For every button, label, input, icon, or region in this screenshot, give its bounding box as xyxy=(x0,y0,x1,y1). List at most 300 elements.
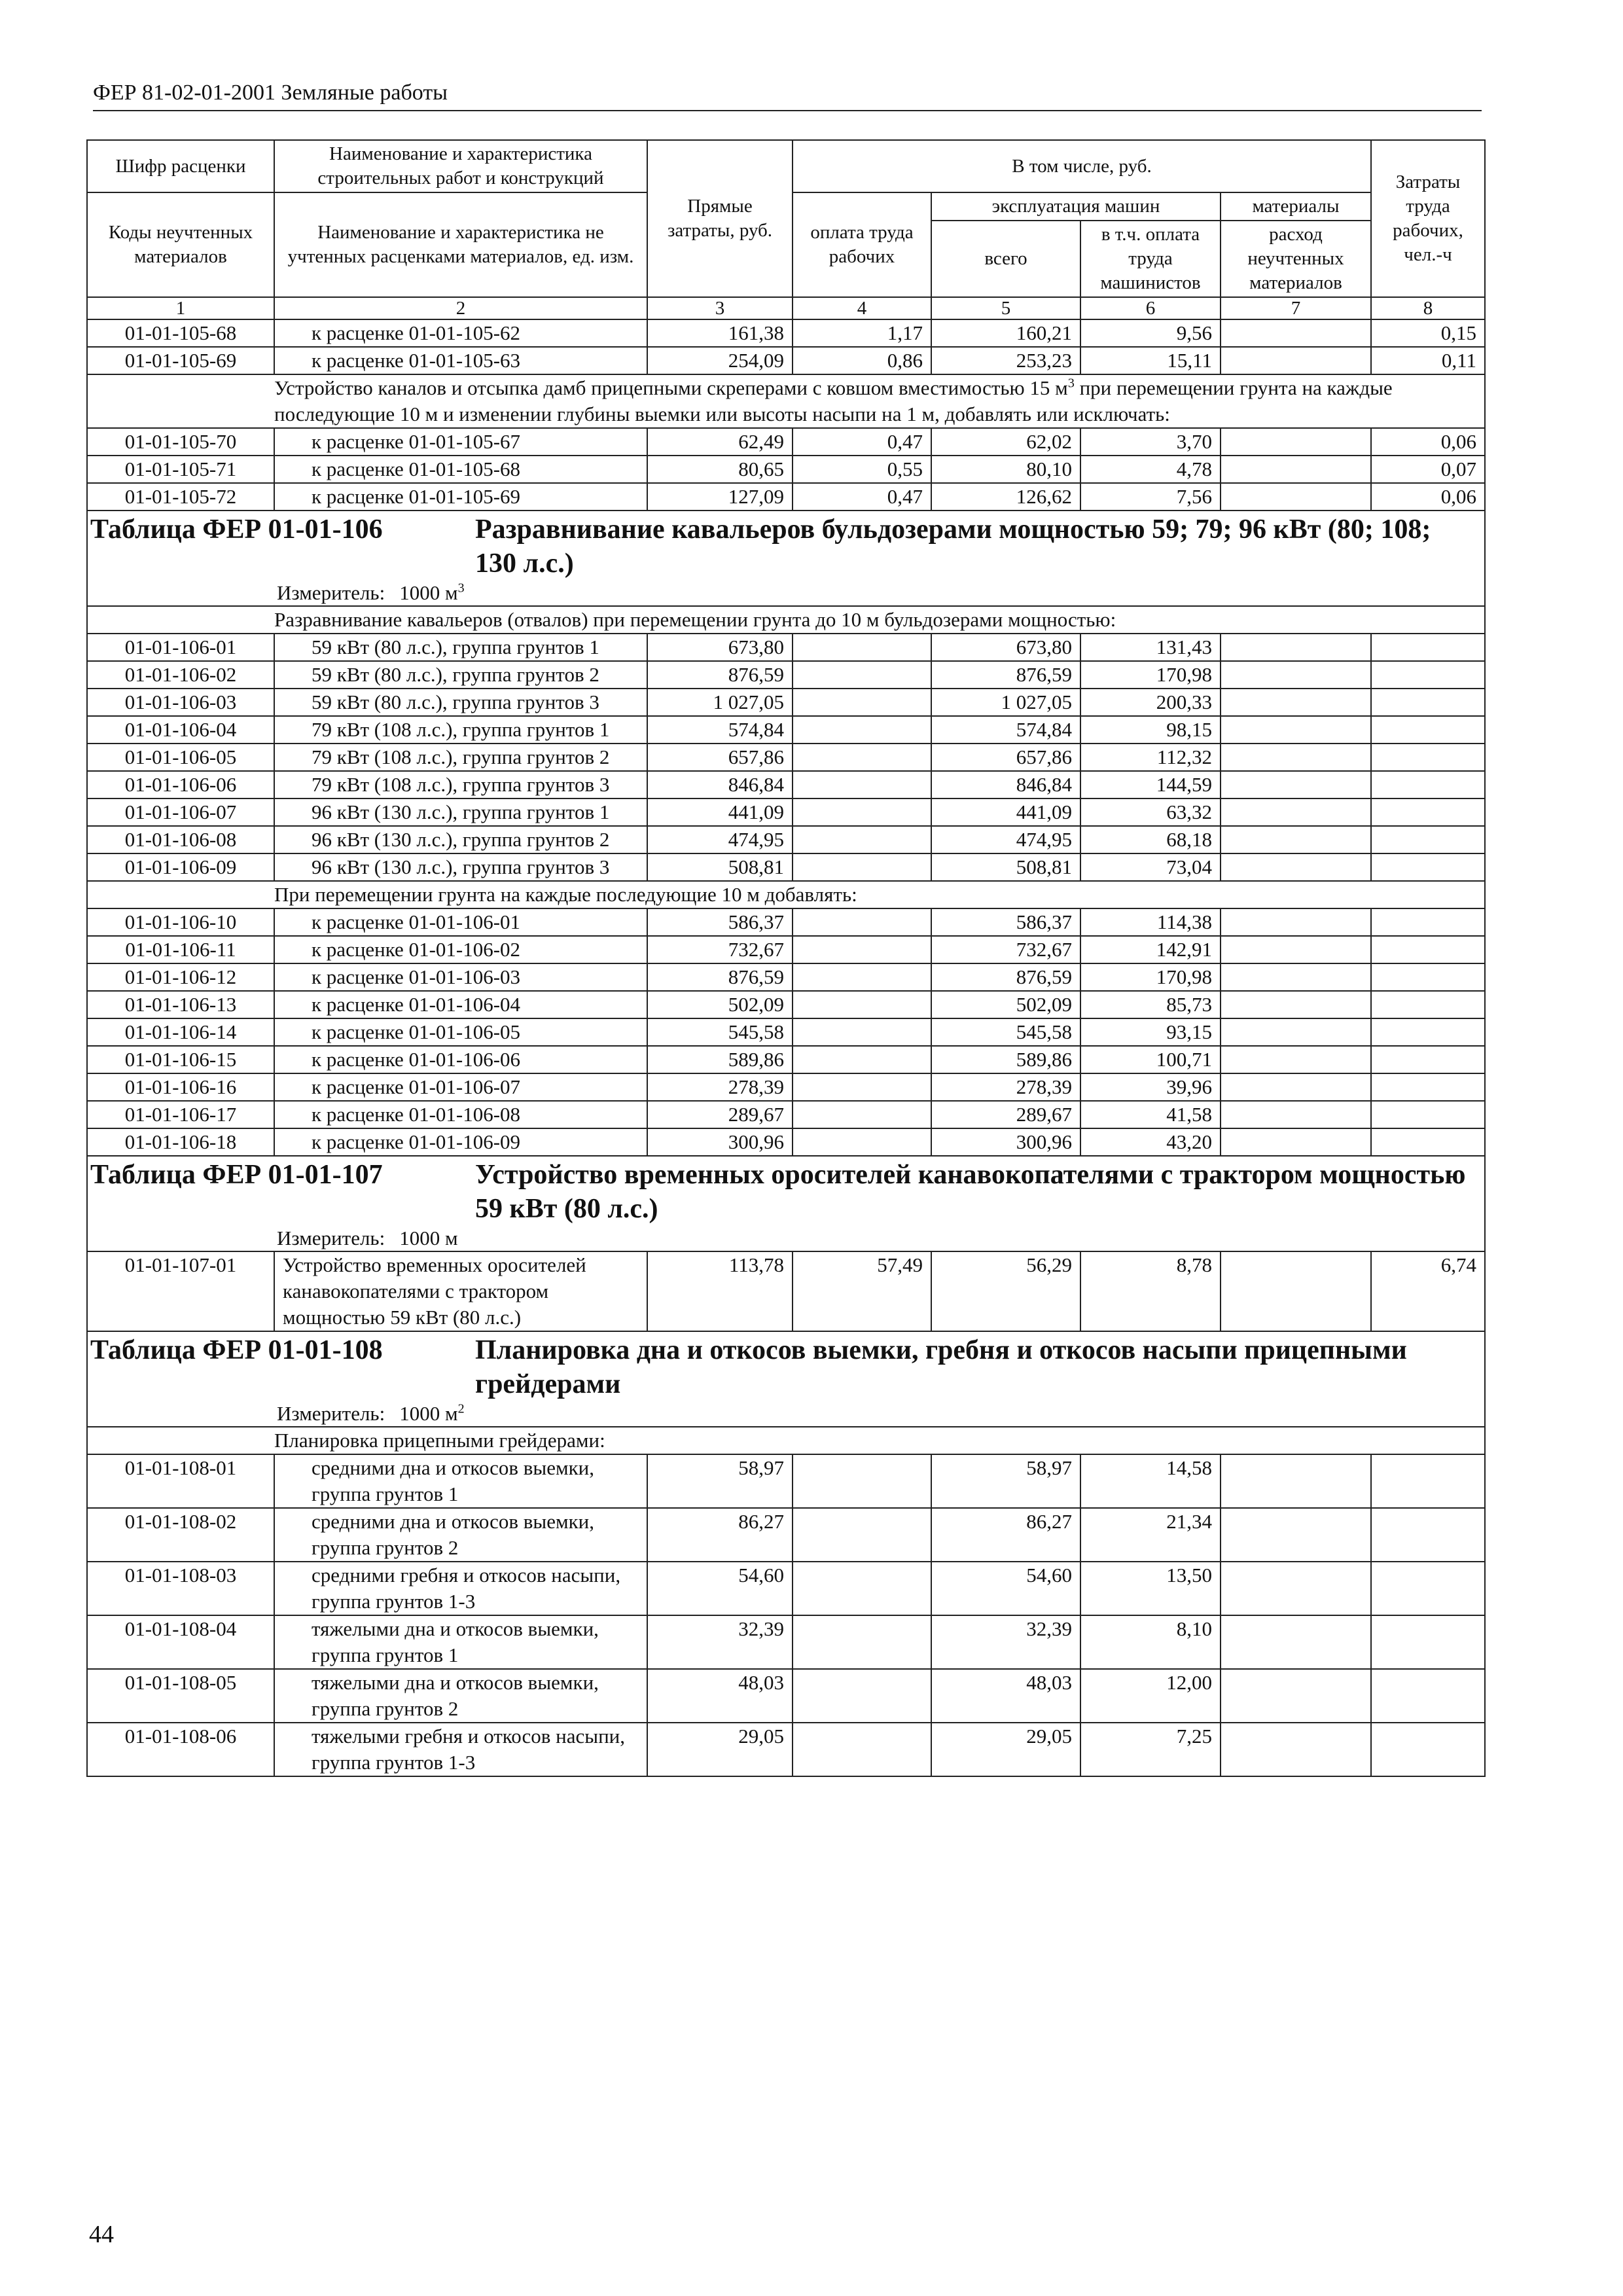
row-direct-cost: 161,38 xyxy=(647,319,793,347)
measure-value-text: 1000 м xyxy=(399,1227,458,1249)
row-machines-wage: 100,71 xyxy=(1080,1046,1221,1073)
row-description: к расценке 01-01-106-05 xyxy=(274,1018,647,1046)
measure-label: Измеритель: xyxy=(277,1402,385,1425)
row-code: 01-01-106-17 xyxy=(87,1101,274,1128)
row-labor xyxy=(1371,744,1485,771)
row-description: 79 кВт (108 л.с.), группа грунтов 3 xyxy=(274,771,647,798)
row-description: к расценке 01-01-106-02 xyxy=(274,936,647,963)
row-materials xyxy=(1221,744,1371,771)
column-number: 7 xyxy=(1221,297,1371,319)
row-wage xyxy=(793,1562,931,1615)
row-materials xyxy=(1221,1669,1371,1723)
row-direct-cost: 80,65 xyxy=(647,456,793,483)
row-materials xyxy=(1221,1128,1371,1156)
row-wage xyxy=(793,1101,931,1128)
column-number: 4 xyxy=(793,297,931,319)
column-number: 8 xyxy=(1371,297,1485,319)
col-code-subheader: Коды неучтенных материалов xyxy=(87,192,274,297)
row-description: к расценке 01-01-106-04 xyxy=(274,991,647,1018)
row-description: 59 кВт (80 л.с.), группа грунтов 1 xyxy=(274,634,647,661)
row-wage xyxy=(793,1669,931,1723)
table-label: Таблица ФЕР 01-01-106 xyxy=(90,514,383,545)
row-code: 01-01-107-01 xyxy=(87,1251,274,1331)
row-machines-total: 29,05 xyxy=(931,1723,1080,1776)
table-title: Устройство временных оросителей канавокопателями с трактором мощностью 59 кВт (80 л.с.) xyxy=(475,1160,1466,1224)
row-wage: 57,49 xyxy=(793,1251,931,1331)
row-code: 01-01-106-10 xyxy=(87,908,274,936)
table-row xyxy=(87,1508,1485,1562)
table-row xyxy=(87,456,1485,483)
row-direct-cost: 441,09 xyxy=(647,798,793,826)
row-machines-total: 32,39 xyxy=(931,1615,1080,1669)
row-machines-wage: 200,33 xyxy=(1080,689,1221,716)
row-machines-total: 474,95 xyxy=(931,826,1080,853)
section-text xyxy=(87,881,1485,908)
col-direct-header: Прямые затраты, руб. xyxy=(647,140,793,297)
table-row xyxy=(87,771,1485,798)
row-materials xyxy=(1221,456,1371,483)
row-wage xyxy=(793,771,931,798)
row-wage xyxy=(793,634,931,661)
col-name-subheader: Наименование и характеристика не учтенных расценками материалов, ед. изм. xyxy=(274,192,647,297)
row-code: 01-01-108-05 xyxy=(87,1669,274,1723)
col-materials-sub-header: расход неучтенных материалов xyxy=(1221,221,1371,297)
row-wage xyxy=(793,991,931,1018)
row-wage: 0,55 xyxy=(793,456,931,483)
row-code: 01-01-106-07 xyxy=(87,798,274,826)
col-name-header: Наименование и характеристика строительных работ и конструкций xyxy=(274,140,647,192)
row-labor xyxy=(1371,936,1485,963)
row-labor xyxy=(1371,908,1485,936)
row-direct-cost: 574,84 xyxy=(647,716,793,744)
row-code: 01-01-106-05 xyxy=(87,744,274,771)
row-wage xyxy=(793,716,931,744)
running-header: ФЕР 81-02-01-2001 Земляные работы xyxy=(93,77,1482,111)
row-description: к расценке 01-01-105-63 xyxy=(274,347,647,374)
table-row xyxy=(87,1669,1485,1723)
row-code: 01-01-106-01 xyxy=(87,634,274,661)
row-labor xyxy=(1371,716,1485,744)
row-wage xyxy=(793,1128,931,1156)
row-materials xyxy=(1221,661,1371,689)
row-labor xyxy=(1371,1046,1485,1073)
section-row xyxy=(87,374,1485,428)
row-code: 01-01-105-69 xyxy=(87,347,274,374)
col-machines-total-header: всего xyxy=(931,221,1080,297)
column-number: 2 xyxy=(274,297,647,319)
row-machines-total: 278,39 xyxy=(931,1073,1080,1101)
row-machines-total: 62,02 xyxy=(931,428,1080,456)
column-number: 3 xyxy=(647,297,793,319)
price-table xyxy=(86,139,1486,1777)
row-labor xyxy=(1371,798,1485,826)
row-labor xyxy=(1371,1562,1485,1615)
row-wage xyxy=(793,963,931,991)
page-number: 44 xyxy=(89,2221,114,2248)
row-machines-total: 508,81 xyxy=(931,853,1080,881)
row-machines-total: 126,62 xyxy=(931,483,1080,511)
measure-label: Измеритель: xyxy=(277,1227,385,1249)
header-row xyxy=(87,140,1485,192)
column-number: 1 xyxy=(87,297,274,319)
col-materials-header: материалы xyxy=(1221,192,1371,221)
row-machines-wage: 43,20 xyxy=(1080,1128,1221,1156)
row-machines-wage: 144,59 xyxy=(1080,771,1221,798)
row-wage xyxy=(793,826,931,853)
row-wage xyxy=(793,744,931,771)
row-labor xyxy=(1371,826,1485,853)
row-materials xyxy=(1221,1615,1371,1669)
measure-unit xyxy=(90,581,1476,605)
row-labor xyxy=(1371,963,1485,991)
section-text-a: При перемещении грунта на каждые последующие 10 м добавлять: xyxy=(274,883,857,906)
row-description: средними дна и откосов выемки, группа грунтов 1 xyxy=(274,1454,647,1508)
row-wage xyxy=(793,689,931,716)
row-code: 01-01-108-02 xyxy=(87,1508,274,1562)
row-labor xyxy=(1371,1615,1485,1669)
row-wage xyxy=(793,1723,931,1776)
row-machines-wage: 98,15 xyxy=(1080,716,1221,744)
row-labor: 0,06 xyxy=(1371,428,1485,456)
section-superscript: 3 xyxy=(1067,376,1075,391)
row-materials xyxy=(1221,853,1371,881)
row-direct-cost: 113,78 xyxy=(647,1251,793,1331)
row-description: к расценке 01-01-105-67 xyxy=(274,428,647,456)
row-machines-wage: 142,91 xyxy=(1080,936,1221,963)
row-wage: 0,86 xyxy=(793,347,931,374)
row-description: средними гребня и откосов насыпи, группа грунтов 1-3 xyxy=(274,1562,647,1615)
row-description: к расценке 01-01-106-06 xyxy=(274,1046,647,1073)
row-machines-total: 289,67 xyxy=(931,1101,1080,1128)
row-direct-cost: 127,09 xyxy=(647,483,793,511)
row-wage xyxy=(793,1508,931,1562)
row-machines-wage: 170,98 xyxy=(1080,963,1221,991)
row-machines-wage: 93,15 xyxy=(1080,1018,1221,1046)
row-wage xyxy=(793,1046,931,1073)
row-direct-cost: 54,60 xyxy=(647,1562,793,1615)
col-wage-header: оплата труда рабочих xyxy=(793,192,931,297)
section-row xyxy=(87,1427,1485,1454)
row-wage xyxy=(793,1615,931,1669)
row-description: к расценке 01-01-105-62 xyxy=(274,319,647,347)
table-heading-row xyxy=(87,1331,1485,1427)
row-machines-wage: 21,34 xyxy=(1080,1508,1221,1562)
row-wage: 0,47 xyxy=(793,483,931,511)
row-machines-wage: 41,58 xyxy=(1080,1101,1221,1128)
row-description: к расценке 01-01-105-69 xyxy=(274,483,647,511)
row-code: 01-01-108-01 xyxy=(87,1454,274,1508)
row-machines-wage: 114,38 xyxy=(1080,908,1221,936)
row-wage xyxy=(793,798,931,826)
row-code: 01-01-105-72 xyxy=(87,483,274,511)
table-heading-row xyxy=(87,1156,1485,1251)
table-row xyxy=(87,963,1485,991)
table-label: Таблица ФЕР 01-01-107 xyxy=(90,1160,383,1190)
row-materials xyxy=(1221,689,1371,716)
row-labor xyxy=(1371,771,1485,798)
measure-value-text: 1000 м xyxy=(399,581,458,604)
row-direct-cost: 58,97 xyxy=(647,1454,793,1508)
row-labor xyxy=(1371,1454,1485,1508)
column-number: 5 xyxy=(931,297,1080,319)
row-machines-wage: 15,11 xyxy=(1080,347,1221,374)
row-materials xyxy=(1221,798,1371,826)
section-text xyxy=(87,1427,1485,1454)
row-description: 79 кВт (108 л.с.), группа грунтов 2 xyxy=(274,744,647,771)
row-description: тяжелыми дна и откосов выемки, группа грунтов 1 xyxy=(274,1615,647,1669)
table-row xyxy=(87,716,1485,744)
table-row xyxy=(87,826,1485,853)
row-direct-cost: 545,58 xyxy=(647,1018,793,1046)
row-materials xyxy=(1221,1101,1371,1128)
row-wage xyxy=(793,1454,931,1508)
row-code: 01-01-106-08 xyxy=(87,826,274,853)
measure-value xyxy=(399,1227,457,1249)
row-wage: 0,47 xyxy=(793,428,931,456)
row-wage xyxy=(793,853,931,881)
row-labor xyxy=(1371,1723,1485,1776)
table-row xyxy=(87,1723,1485,1776)
row-machines-wage: 85,73 xyxy=(1080,991,1221,1018)
row-description: средними дна и откосов выемки, группа грунтов 2 xyxy=(274,1508,647,1562)
section-row xyxy=(87,881,1485,908)
row-code: 01-01-108-06 xyxy=(87,1723,274,1776)
row-description: 96 кВт (130 л.с.), группа грунтов 2 xyxy=(274,826,647,853)
row-labor: 0,07 xyxy=(1371,456,1485,483)
measure-value xyxy=(399,1402,464,1425)
row-machines-total: 673,80 xyxy=(931,634,1080,661)
row-machines-wage: 8,78 xyxy=(1080,1251,1221,1331)
row-description: к расценке 01-01-105-68 xyxy=(274,456,647,483)
row-code: 01-01-106-06 xyxy=(87,771,274,798)
col-code-header: Шифр расценки xyxy=(87,140,274,192)
section-text-a: Разравнивание кавальеров (отвалов) при перемещении грунта до 10 м бульдозерами мощностью: xyxy=(274,608,1116,631)
row-direct-cost: 657,86 xyxy=(647,744,793,771)
row-description: 59 кВт (80 л.с.), группа грунтов 3 xyxy=(274,689,647,716)
table-heading-row xyxy=(87,511,1485,606)
row-machines-wage: 13,50 xyxy=(1080,1562,1221,1615)
row-machines-total: 1 027,05 xyxy=(931,689,1080,716)
row-description: 59 кВт (80 л.с.), группа грунтов 2 xyxy=(274,661,647,689)
table-row xyxy=(87,689,1485,716)
row-direct-cost: 846,84 xyxy=(647,771,793,798)
row-materials xyxy=(1221,1046,1371,1073)
row-description: к расценке 01-01-106-08 xyxy=(274,1101,647,1128)
table-row xyxy=(87,319,1485,347)
row-code: 01-01-105-70 xyxy=(87,428,274,456)
table-row xyxy=(87,1073,1485,1101)
row-code: 01-01-106-14 xyxy=(87,1018,274,1046)
row-code: 01-01-105-71 xyxy=(87,456,274,483)
row-machines-wage: 14,58 xyxy=(1080,1454,1221,1508)
col-labor-header: Затраты труда рабочих, чел.-ч xyxy=(1371,140,1485,297)
row-direct-cost: 289,67 xyxy=(647,1101,793,1128)
table-row xyxy=(87,1615,1485,1669)
table-row xyxy=(87,1562,1485,1615)
row-materials xyxy=(1221,1251,1371,1331)
table-row xyxy=(87,428,1485,456)
table-row xyxy=(87,936,1485,963)
measure-unit xyxy=(90,1226,1476,1251)
row-materials xyxy=(1221,1562,1371,1615)
row-machines-wage: 68,18 xyxy=(1080,826,1221,853)
row-description: 96 кВт (130 л.с.), группа грунтов 1 xyxy=(274,798,647,826)
row-wage xyxy=(793,936,931,963)
row-wage xyxy=(793,1073,931,1101)
row-materials xyxy=(1221,826,1371,853)
table-row xyxy=(87,798,1485,826)
row-machines-total: 502,09 xyxy=(931,991,1080,1018)
row-code: 01-01-106-04 xyxy=(87,716,274,744)
row-code: 01-01-106-18 xyxy=(87,1128,274,1156)
row-labor: 0,06 xyxy=(1371,483,1485,511)
row-machines-wage: 7,56 xyxy=(1080,483,1221,511)
row-code: 01-01-108-03 xyxy=(87,1562,274,1615)
row-labor xyxy=(1371,1128,1485,1156)
row-direct-cost: 62,49 xyxy=(647,428,793,456)
row-machines-wage: 12,00 xyxy=(1080,1669,1221,1723)
table-row xyxy=(87,1128,1485,1156)
row-code: 01-01-106-11 xyxy=(87,936,274,963)
column-number: 6 xyxy=(1080,297,1221,319)
row-machines-wage: 39,96 xyxy=(1080,1073,1221,1101)
table-row xyxy=(87,661,1485,689)
row-labor xyxy=(1371,1018,1485,1046)
row-wage xyxy=(793,661,931,689)
row-wage xyxy=(793,908,931,936)
row-materials xyxy=(1221,1454,1371,1508)
row-machines-total: 253,23 xyxy=(931,347,1080,374)
row-machines-total: 300,96 xyxy=(931,1128,1080,1156)
table-row xyxy=(87,744,1485,771)
row-labor xyxy=(1371,661,1485,689)
row-labor xyxy=(1371,689,1485,716)
measure-superscript: 3 xyxy=(457,581,465,596)
table-title: Разравнивание кавальеров бульдозерами мощностью 59; 79; 96 кВт (80; 108; 130 л.с.) xyxy=(475,514,1431,579)
row-labor xyxy=(1371,1101,1485,1128)
row-description: 79 кВт (108 л.с.), группа грунтов 1 xyxy=(274,716,647,744)
row-materials xyxy=(1221,634,1371,661)
section-row xyxy=(87,606,1485,634)
row-description: тяжелыми гребня и откосов насыпи, группа грунтов 1-3 xyxy=(274,1723,647,1776)
row-direct-cost: 48,03 xyxy=(647,1669,793,1723)
row-direct-cost: 29,05 xyxy=(647,1723,793,1776)
row-direct-cost: 474,95 xyxy=(647,826,793,853)
row-wage xyxy=(793,1018,931,1046)
row-direct-cost: 86,27 xyxy=(647,1508,793,1562)
row-machines-total: 732,67 xyxy=(931,936,1080,963)
row-code: 01-01-108-04 xyxy=(87,1615,274,1669)
row-description: Устройство временных оросителей канавокопателями с трактором мощностью 59 кВт (80 л.с.) xyxy=(274,1251,647,1331)
row-labor: 0,15 xyxy=(1371,319,1485,347)
row-direct-cost: 278,39 xyxy=(647,1073,793,1101)
row-description: тяжелыми дна и откосов выемки, группа грунтов 2 xyxy=(274,1669,647,1723)
row-labor xyxy=(1371,634,1485,661)
row-materials xyxy=(1221,716,1371,744)
row-code: 01-01-106-09 xyxy=(87,853,274,881)
table-row xyxy=(87,1101,1485,1128)
row-code: 01-01-106-15 xyxy=(87,1046,274,1073)
row-materials xyxy=(1221,1073,1371,1101)
row-direct-cost: 502,09 xyxy=(647,991,793,1018)
measure-value xyxy=(399,581,464,604)
section-text-b: при перемещении грунта на каждые последующие 10 м и изменении глубины выемки или высоты насыпи на 1 м, добавлять или исключать: xyxy=(274,376,1393,425)
row-machines-total: 589,86 xyxy=(931,1046,1080,1073)
row-code: 01-01-106-02 xyxy=(87,661,274,689)
row-code: 01-01-106-16 xyxy=(87,1073,274,1101)
row-machines-total: 54,60 xyxy=(931,1562,1080,1615)
measure-label: Измеритель: xyxy=(277,581,385,604)
row-materials xyxy=(1221,963,1371,991)
row-machines-wage: 170,98 xyxy=(1080,661,1221,689)
row-materials xyxy=(1221,936,1371,963)
row-machines-total: 160,21 xyxy=(931,319,1080,347)
row-machines-wage: 131,43 xyxy=(1080,634,1221,661)
row-machines-wage: 4,78 xyxy=(1080,456,1221,483)
col-machines-wage-header: в т.ч. оплата труда машинистов xyxy=(1080,221,1221,297)
table-row xyxy=(87,991,1485,1018)
section-text xyxy=(87,374,1485,428)
row-machines-total: 58,97 xyxy=(931,1454,1080,1508)
table-title: Планировка дна и откосов выемки, гребня и откосов насыпи прицепными грейдерами xyxy=(475,1335,1407,1399)
row-machines-total: 48,03 xyxy=(931,1669,1080,1723)
row-machines-wage: 112,32 xyxy=(1080,744,1221,771)
row-machines-total: 876,59 xyxy=(931,963,1080,991)
table-row xyxy=(87,1454,1485,1508)
row-direct-cost: 876,59 xyxy=(647,963,793,991)
row-direct-cost: 32,39 xyxy=(647,1615,793,1669)
table-row xyxy=(87,634,1485,661)
row-machines-total: 846,84 xyxy=(931,771,1080,798)
table-row xyxy=(87,908,1485,936)
row-machines-wage: 73,04 xyxy=(1080,853,1221,881)
row-description: к расценке 01-01-106-03 xyxy=(274,963,647,991)
row-direct-cost: 508,81 xyxy=(647,853,793,881)
row-description: к расценке 01-01-106-01 xyxy=(274,908,647,936)
row-machines-wage: 3,70 xyxy=(1080,428,1221,456)
table-row xyxy=(87,347,1485,374)
row-machines-total: 876,59 xyxy=(931,661,1080,689)
row-direct-cost: 876,59 xyxy=(647,661,793,689)
row-direct-cost: 673,80 xyxy=(647,634,793,661)
row-code: 01-01-105-68 xyxy=(87,319,274,347)
row-labor xyxy=(1371,991,1485,1018)
row-code: 01-01-106-12 xyxy=(87,963,274,991)
row-description: к расценке 01-01-106-09 xyxy=(274,1128,647,1156)
table-label: Таблица ФЕР 01-01-108 xyxy=(90,1335,383,1365)
row-direct-cost: 254,09 xyxy=(647,347,793,374)
row-materials xyxy=(1221,483,1371,511)
row-materials xyxy=(1221,991,1371,1018)
row-labor xyxy=(1371,853,1485,881)
row-description: 96 кВт (130 л.с.), группа грунтов 3 xyxy=(274,853,647,881)
row-machines-wage: 63,32 xyxy=(1080,798,1221,826)
row-materials xyxy=(1221,771,1371,798)
section-text-a: Устройство каналов и отсыпка дамб прицепными скреперами с ковшом вместимостью 15 м xyxy=(274,376,1068,399)
row-description: к расценке 01-01-106-07 xyxy=(274,1073,647,1101)
row-machines-total: 545,58 xyxy=(931,1018,1080,1046)
row-direct-cost: 732,67 xyxy=(647,936,793,963)
row-direct-cost: 300,96 xyxy=(647,1128,793,1156)
col-machines-header: эксплуатация машин xyxy=(931,192,1221,221)
column-numbers-row xyxy=(87,297,1485,319)
row-machines-total: 657,86 xyxy=(931,744,1080,771)
row-labor: 0,11 xyxy=(1371,347,1485,374)
row-machines-wage: 9,56 xyxy=(1080,319,1221,347)
row-machines-total: 86,27 xyxy=(931,1508,1080,1562)
row-materials xyxy=(1221,1018,1371,1046)
table-row xyxy=(87,853,1485,881)
